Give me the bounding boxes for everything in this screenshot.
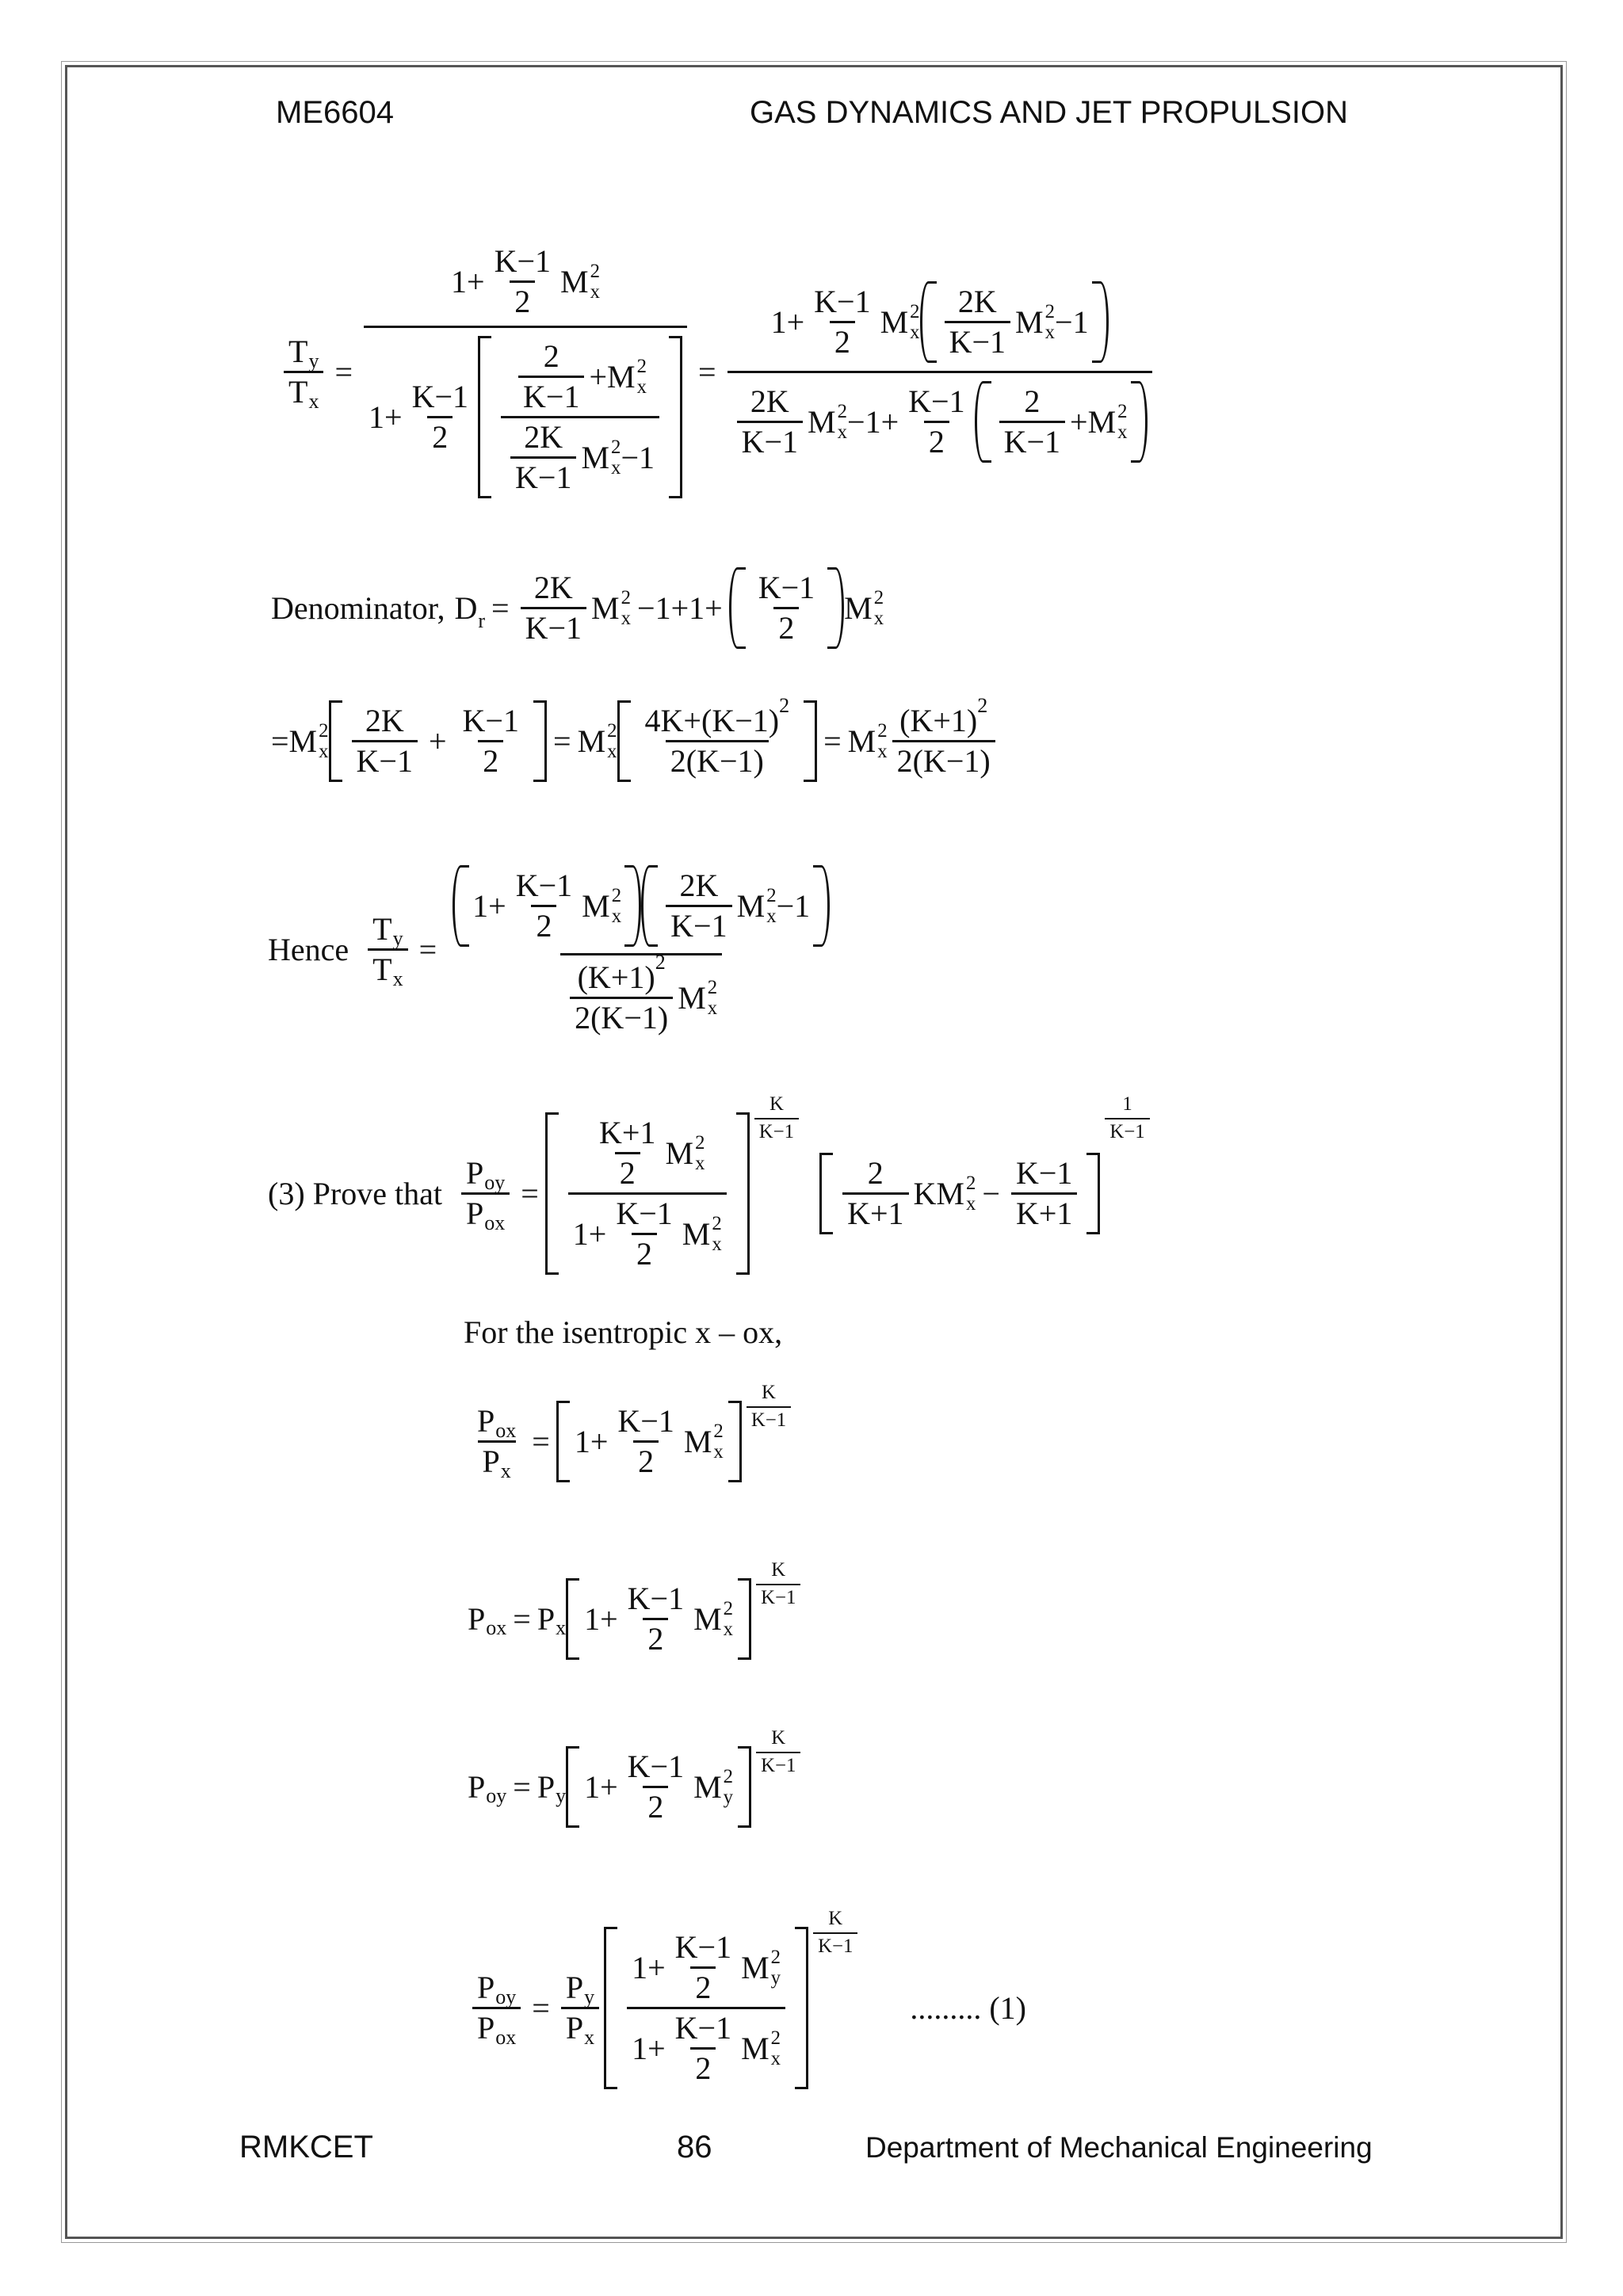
equation-reference: ......... (1) <box>910 1989 1026 2026</box>
equation-pox-px: P ox P x = 1+ $\frac{K-1}{2}$ M 2 x $\frac{K}{K-1}$ <box>468 1401 796 1482</box>
equation-pox: P ox = P x 1+ $\frac{K-1}{2}$ M 2 x $\frac{K}{K-1}$ <box>468 1578 805 1660</box>
equation-poy-pox: P oy P ox = P y P x 1+ $\frac{K-1}{2}$ M 2 y 1+ $\frac{K-1}{2}$ M 2 x $\frac{K}{K-1}$ ......... (1) <box>468 1927 1026 2089</box>
equation-poy: P oy = P y 1+ $\frac{K-1}{2}$ M 2 y $\frac{K}{K-1}$ <box>468 1746 805 1828</box>
isentropic-note: For the isentropic x – ox, <box>464 1314 783 1350</box>
equation-denominator-simplified: =M 2 x $\frac{2K}{K-1}$ + $\frac{K-1}{2}$ = M 2 x 4K+(K−1) 2 2(K−1) = M 2 x (K+1) 2 2(K−1) <box>271 700 1000 782</box>
course-title: GAS DYNAMICS AND JET PROPULSION <box>750 95 1348 130</box>
hence-label: Hence <box>268 931 349 967</box>
denominator-label: Denominator, <box>271 589 445 626</box>
page-number: 86 <box>677 2130 712 2164</box>
equation-hence: Hence T y T x = 1+ $\frac{K-1}{2}$ M 2 x $\frac{2K}{K-1}$ M 2 x −1 (K+1) 2 2(K−1) M 2 x <box>268 865 839 1034</box>
equation-ty-tx-full: T y T x = 1+ $\frac{K-1}{2}$ M 2 x 1+ $\frac{K-1}{2}$ $\frac{2}{K-1}$ +M 2 x $\frac{2K}{K-1}$ M 2 x −1 = 1+ $\frac{K-1}{2}$ M 2 x $\frac{2K}{K-1}$ M 2 x −1 $\frac{2K}{K-1}$ M 2 x −1+ $\frac{K-1}{2}$ $\frac{2}{K-1}$ +M 2 x <box>279 246 1157 498</box>
equation-denominator: Denominator, $D_r$ = $\frac{2K}{K-1}$ M 2 x −1+1+ $\frac{K-1}{2}$ M 2 x <box>271 567 884 649</box>
footer-department: Department of Mechanical Engineering <box>865 2131 1373 2164</box>
prove-label: (3) Prove that <box>268 1175 442 1211</box>
course-code: ME6604 <box>276 95 394 130</box>
footer-institution: RMKCET <box>239 2130 373 2164</box>
equation-prove: (3) Prove that P oy P ox = $\frac{K+1}{2}$ M 2 x 1+ $\frac{K-1}{2}$ M 2 x $\frac{K}{K-1}$ $\frac{2}{K+1}$ KM 2 x − $\frac{K-1}{K+1}$ $\frac{1}{K-1}$ <box>268 1112 1155 1275</box>
